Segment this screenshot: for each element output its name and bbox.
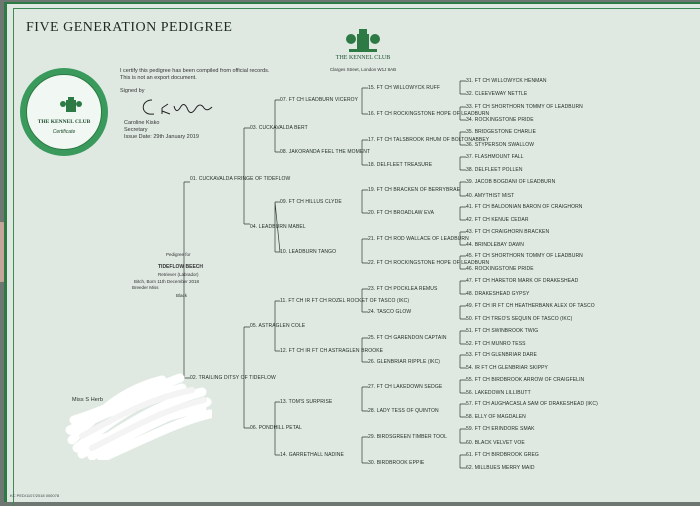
grandparent: 05. ASTRAGLEN COLE [250, 323, 306, 329]
gen4-ancestor: 30. BIRDBROOK EPPIE [368, 460, 425, 466]
subject-breed: Retriever (Labrador) [158, 272, 199, 277]
gen5-ancestor: 34. ROCKINGSTONE PRIDE [466, 117, 534, 123]
certification-statement: I certify this pedigree has been compiled from official records. This is not an export document. [120, 68, 270, 81]
gen5-ancestor: 62. MILLBUES MERRY MAID [466, 465, 535, 471]
gen5-ancestor: 31. FT CH WILLOWYCK HENMAN [466, 78, 547, 84]
gen5-ancestor: 33. FT CH SHORTHORN TOMMY OF LEADBURN [466, 104, 583, 110]
subject-name: TIDEFLOW BEECH [158, 264, 203, 270]
great-grandparent: 10. LEADBURN TANGO [280, 249, 337, 255]
gen4-ancestor: 20. FT CH BROADLAW EVA [368, 210, 435, 216]
gen4-ancestor: 16. FT CH ROCKINGSTONE HOPE OF LEADBURN [368, 111, 490, 117]
gen5-ancestor: 49. FT CH IR FT CH HEATHERBANK ALEX OF TASCO [466, 303, 595, 309]
gen4-ancestor: 17. FT CH TALSBROOK RHUM OF BOLTONABBEY [368, 137, 490, 143]
gen5-ancestor: 53. FT CH GLENBRIAR DARE [466, 352, 537, 358]
signed-by-label: Signed by [120, 88, 145, 94]
grandparent: 04. LEADBURN MABEL [250, 224, 306, 230]
gen5-ancestor: 38. DELFLEET POLLEN [466, 167, 523, 173]
gen4-ancestor: 25. FT CH GARENDON CAPTAIN [368, 335, 447, 341]
document-title: FIVE GENERATION PEDIGREE [26, 20, 233, 35]
gen5-ancestor: 56. LAKEDOWN LILLIBUTT [466, 390, 531, 396]
gen5-ancestor: 47. FT CH HARETOR MARK OF DRAKESHEAD [466, 278, 579, 284]
gen5-ancestor: 46. ROCKINGSTONE PRIDE [466, 266, 534, 272]
sire: 01. CUCKAVALDA FRINGE OF TIDEFLOW [190, 176, 291, 182]
gen4-ancestor: 27. FT CH LAKEDOWN SEDGE [368, 384, 443, 390]
great-grandparent: 12. FT CH IR FT CH ASTRAGLEN BROOKE [280, 348, 384, 354]
gen5-ancestor: 35. BRIDGESTONE CHARLIE [466, 129, 537, 135]
gen5-ancestor: 41. FT CH BALDONIAN BARON OF CRAIGHORN [466, 204, 583, 210]
owner-name: Miss S Herb [72, 397, 104, 403]
redaction-scribble [62, 370, 212, 460]
gen4-ancestor: 23. FT CH POCKLEA REMUS [368, 286, 438, 292]
gen5-ancestor: 58. ELLY OF MAGDALEN [466, 414, 526, 420]
gen5-ancestor: 60. BLACK VELVET VOE [466, 440, 525, 446]
gen4-ancestor: 19. FT CH BRACKEN OF BERRYBRAE [368, 187, 461, 193]
dam: 02. TRAILING DITSY OF TIDEFLOW [190, 375, 276, 381]
club-address: Clarges Street, London W1J 8AB [329, 67, 397, 72]
gen4-ancestor: 29. BIRDSGREEN TIMBER TOOL [368, 434, 448, 440]
gen4-ancestor: 22. FT CH ROCKINGSTONE HOPE OF LEADBURN [368, 260, 490, 266]
gen4-ancestor: 28. LADY TESS OF QUINTON [368, 408, 439, 414]
seal-club-name: THE KENNEL CLUB [37, 119, 91, 125]
subject-details: Bitch, Born 11th December 2018 [134, 279, 199, 284]
signatory-role: Secretary [124, 127, 148, 133]
gen5-ancestor: 37. FLASHMOUNT FALL [466, 154, 524, 160]
gen5-ancestor: 57. FT CH AUGHACASLA SAM OF DRAKESHEAD (IKC) [466, 401, 598, 407]
gen5-ancestor: 52. FT CH MUNRO TESS [466, 341, 526, 347]
gen5-ancestor: 39. JACOB BOGDANI OF LEADBURN [466, 179, 556, 185]
gen5-ancestor: 42. FT CH KENUE CEDAR [466, 217, 529, 223]
gen5-ancestor: 40. AMYTHIST MIST [466, 193, 515, 199]
grandparent: 03. CUCKAVALDA BERT [250, 125, 308, 131]
gen5-ancestor: 36. STYPERSON SWALLOW [466, 142, 535, 148]
great-grandparent: 11. FT CH IR FT CH ROZEL ROCKET OF TASCO (IKC) [280, 298, 410, 304]
great-grandparent: 13. TOM'S SURPRISE [280, 399, 333, 405]
gen5-ancestor: 32. CLEEVEWAY NETTLE [466, 91, 528, 97]
gen5-ancestor: 51. FT CH SWINBROOK TWIG [466, 328, 539, 334]
subject-breeder: Breeder Miss [132, 285, 159, 290]
great-grandparent: 07. FT CH LEADBURN VICEROY [280, 97, 359, 103]
signatory-name: Caroline Kisko [124, 120, 160, 126]
great-grandparent: 14. GARRETHALL NADINE [280, 452, 344, 458]
gen5-ancestor: 59. FT CH ERINDORE SMAK [466, 426, 535, 432]
gen4-ancestor: 18. DELFLEET TREASURE [368, 162, 433, 168]
grandparent: 06. PONDHILL PETAL [250, 425, 302, 431]
subject-colour: Black [176, 293, 188, 298]
gen5-ancestor: 45. FT CH SHORTHORN TOMMY OF LEADBURN [466, 253, 583, 259]
gen5-ancestor: 48. DRAKESHEAD GYPSY [466, 291, 530, 297]
gen5-ancestor: 43. FT CH CRAIGHORN BRACKEN [466, 229, 550, 235]
gen4-ancestor: 15. FT CH WILLOWYCK RUFF [368, 85, 441, 91]
gen5-ancestor: 54. IR FT CH GLENBRIAR SKIPPY [466, 365, 548, 371]
gen5-ancestor: 55. FT CH BIRDBROOK ARROW OF CRAIGFELIN [466, 377, 585, 383]
footer-reference-code: KC PED/1107/2018 000078 [10, 493, 60, 498]
gen5-ancestor: 44. BRINDLEBAY DAWN [466, 242, 524, 248]
seal-subtitle: Certificate [52, 129, 76, 135]
club-name: THE KENNEL CLUB [335, 55, 391, 61]
pedigree-for-label: Pedigree for [166, 252, 191, 257]
issue-date: Issue Date: 29th January 2019 [124, 134, 199, 140]
gen4-ancestor: 26. GLENBRIAR RIPPLE (IKC) [368, 359, 441, 365]
gen5-ancestor: 61. FT CH BIRDBROOK GREG [466, 452, 539, 458]
gen4-ancestor: 21. FT CH ROD WALLACE OF LEADBURN [368, 236, 469, 242]
gen5-ancestor: 50. FT CH TREO'S SEQUIN OF TASCO (IKC) [466, 316, 573, 322]
great-grandparent: 09. FT CH HILLUS CLYDE [280, 199, 342, 205]
gen4-ancestor: 24. TASCO GLOW [368, 309, 412, 315]
great-grandparent: 08. JAKORANDA FEEL THE MOMENT [280, 149, 371, 155]
